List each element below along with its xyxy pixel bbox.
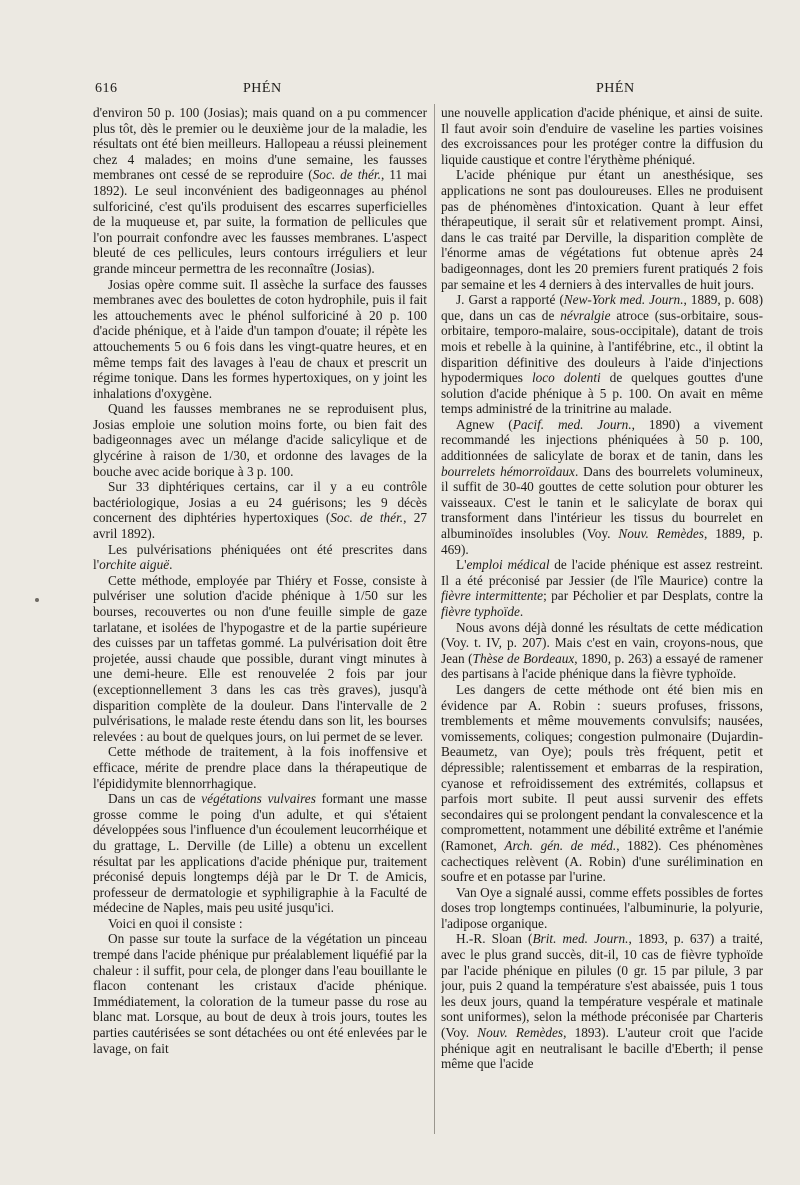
text-run: H.-R. Sloan ( (456, 931, 533, 947)
text-run: L'acide phénique pur étant un anesthésique, ses applications ne sont pas douloureuses. Elles ne produisent pas de phénomènes d'intoxication. Quant à leur effet thérapeutique, il serait sûr et relativement prompt. Ainsi, dans le cas traité par Derville, la disparition complète de l'énorme amas de végétations fut obtenue après 24 badigeonnages, dont les 20 premiers furent pratiqués 2 fois par semaine et les 4 derniers à des intervalles de huit jours. (441, 167, 763, 292)
paragraph (93, 931, 427, 1056)
text-run: Cette méthode de traitement, à la fois inoffensive et efficace, mérite de prendre place dans la thérapeutique de l'épididymite blennorrhagique. (93, 744, 427, 791)
text-run: , 1890) a vivement recommandé les injections phéniquées à 50 p. 100, additionnées de salicylate de borax et de tanin, dans les (441, 416, 763, 464)
text-run: de l'acide phénique est assez restreint. Il a été préconisé par Jessier (de l'île Maurice) contre la (441, 557, 763, 588)
paragraph (441, 105, 763, 167)
text-run: L' (456, 557, 467, 573)
right-column (441, 105, 763, 1145)
paragraph (93, 573, 427, 745)
text-run: , 1893). L'auteur croit que l'acide phénique agit en neutralisant le bacille d'Eberth; il pense même que l'acide (441, 1025, 763, 1072)
text-run: Quand les fausses membranes ne se reproduisent plus, Josias emploie une solution moins forte, ou bien fait des badigeonnages avec un mélange d'acide salicylique et de glycérine à raison de 1/30, et ordonne des lavages de la bouche avec acide borique à 3 p. 100. (93, 401, 427, 479)
italic-text: fièvre intermittente (441, 588, 544, 604)
paragraph (441, 885, 763, 932)
text-run: formant une masse grosse comme le poing d'un adulte, et qui s'étaient développées sous l'influence d'un écoulement leucorrhéique et du grattage, L. Derville (de Lille) a obtenu un excellent résultat par les applications d'acide phénique pur, traitement préconisé depuis longtemps déjà par le Dr T. de Amicis, professeur de dermatologie et syphiligraphie à la Faculté de médecine de Naples, mais peu usité jusqu'ici. (93, 791, 427, 916)
text-run: , 1882). Ces phénomènes cachectiques relèvent (A. Robin) d'une surélimination en soufre et en potasse par l'urine. (441, 837, 763, 885)
paragraph (93, 791, 427, 916)
text-run: Voici en quoi il consiste : (108, 915, 243, 931)
text-run: Dans un cas de (108, 791, 202, 807)
paragraph (93, 479, 427, 541)
page-number: 616 (95, 81, 118, 96)
text-run: Josias opère comme suit. Il assèche la surface des fausses membranes avec des boulettes de coton hydrophile, puis il fait les attouchements avec le phénol sulforiciné à 20 p. 100 d'acide phénique, et à l'aide d'un tampon d'ouate; il répète les attouchements 5 ou 6 fois dans les vingt-quatre heures, et en même temps fait des lavages à l'eau de chaux et prescrit un régime tonique. Dans les formes hypertoxiques, on y joint les inhalations d'oxygène. (93, 276, 427, 401)
text-run: , 1893, p. 637) a traité, avec le plus grand succès, dit-il, 10 cas de fièvre typhoïde par l'acide phénique en pilules (0 gr. 15 par pilule, 3 par jour, puis 2 quand la température s'est abaissée, puis 1 tous les deux jours, quand la température vespérale et matinale sont uniformes), selon la méthode préconisée par Charteris (Voy. (441, 931, 763, 1041)
italic-text: bourrelets hémorroïdaux (441, 463, 575, 479)
left-column (93, 105, 427, 1145)
text-run: Les dangers de cette méthode ont été bien mis en évidence par A. Robin : sueurs profuses, frissons, tremblements et même mouvements convulsifs; nausées, vomissements, coliques; congestion pulmonaire (Dujardin-Beaumetz, van Oye); pouls très fréquent, petit et dépressible; ralentissement et embarras de la respiration, cyanose et refroidissement des extrémités, collapsus et parfois mort subite. Il peut aussi survenir des effets secondaires qui se prolongent pendant la convalescence et la compromettent, notamment une débilité extrême et l'anémie (Ramonet, (441, 681, 763, 853)
text-run: Nous avons déjà donné les résultats de cette médication (Voy. t. IV, p. 207). Mais c'est en vain, croyons-nous, que Jean ( (441, 619, 763, 666)
italic-text: Brit. med. Journ. (532, 931, 629, 947)
paragraph (441, 167, 763, 292)
text-run: ; par Pécholier et par Desplats, contre la (543, 588, 763, 604)
italic-text: Soc. de thér. (312, 167, 381, 183)
text-run: , 27 avril 1892). (93, 510, 427, 542)
margin-dot (35, 598, 39, 602)
text-run: atroce (sus-orbitaire, sous-orbitaire, temporo-malaire, sous-occipitale), datant de trois mois et rebelle à la quinine, à l'antifébrine, etc., il obtint la disparition définitive des douleurs à l'aide d'injections hypodermiques (441, 307, 763, 386)
text-run: . Dans des bourrelets volumineux, il suffit de 30-40 gouttes de cette solution pour obturer les vaisseaux. C'est le tanin et le salicylate de borax qui transforment dans l'intérieur les tissus du bourrelet en albuminoïdes insolubles (Voy. (441, 463, 763, 542)
italic-text: New-York med. Journ. (563, 292, 684, 308)
text-run: On passe sur toute la surface de la végétation un pinceau trempé dans l'acide phénique pur préalablement liquéfié par la chaleur : il suffit, pour cela, de plonger dans l'eau bouillante le flacon contenant les cristaux d'acide phénique. Immédiatement, la coloration de la tumeur passe du rose au blanc mat. Lorsque, au bout de deux à trois jours, toutes les parties cautérisées se sont détachées ou ont été enlevées par le lavage, on fait (93, 931, 427, 1056)
paragraph (441, 557, 763, 619)
italic-text: Arch. gén. de méd. (504, 837, 617, 853)
text-run: , 11 mai 1892). Le seul inconvénient des badigeonnages au phénol sulforiciné, c'est qu'ils produisent des escarres superficielles de la muqueuse et, par suite, la formation de pellicules que l'on pourrait confondre avec les fausses membranes. L'aspect bleuté de ces pellicules, leurs contours irréguliers et leur grande minceur permettra de les reconnaître (Josias). (93, 167, 427, 276)
italic-text: Nouv. Remèdes (618, 526, 704, 542)
text-run: , 1889, p. 608) que, dans un cas de (441, 292, 763, 323)
italic-text: orchite aiguë (99, 557, 170, 573)
text-run: de quelques gouttes d'une solution d'acide phénique à 5 p. 100. On avait en même temps administré de la trinitrine au malade. (441, 370, 763, 417)
paragraph (93, 916, 427, 932)
text-run: . (169, 557, 173, 573)
text-run: une nouvelle application d'acide phénique, et ainsi de suite. Il faut avoir soin d'enduire de vaseline les parties voisines des excroissances pour les protéger contre la diffusion du liquide caustique et contre l'érythème phéniqué. (441, 105, 763, 167)
running-header (0, 81, 800, 103)
paragraph (441, 682, 763, 885)
paragraph (93, 542, 427, 573)
italic-text: emploi médical (466, 557, 550, 573)
italic-text: végétations vulvaires (201, 791, 316, 807)
text-run: Cette méthode, employée par Thiéry et Fosse, consiste à pulvériser une solution d'acide phénique à 1/50 sur les bourses, recouvertes ou non d'une feuille simple de gaze tarlatane, et isolées de l'hypogastre et de la partie supérieure des cuisses par un taffetas gommé. La pulvérisation doit être projetée, aussi chaude que possible, durant vingt minutes à une demi-heure. Elle est renouvelée 2 fois par jour (exceptionnellement 3 dans les cas très graves), jusqu'à disparition complète de la douleur. Dans l'intervalle de 2 pulvérisations, le malade reste étendu dans son lit, les bourses relevées : au bout de quelques jours, on lui permet de se lever. (93, 572, 427, 744)
paragraph (441, 417, 763, 557)
italic-text: Nouv. Remèdes (477, 1025, 564, 1041)
text-run: . (519, 604, 524, 619)
italic-text: Thèse de Bordeaux (472, 650, 575, 666)
italic-text: Soc. de thér. (330, 510, 404, 526)
paragraph (93, 277, 427, 402)
text-run: J. Garst a rapporté ( (456, 292, 564, 308)
paragraph (93, 401, 427, 479)
text-run: Van Oye a signalé aussi, comme effets possibles de fortes doses trop longtemps continuées, l'albuminurie, la polyurie, l'adipose organique. (441, 884, 763, 931)
paragraph (93, 105, 427, 277)
italic-text: loco dolenti (531, 370, 601, 386)
text-run: d'environ 50 p. 100 (Josias); mais quand on a pu commencer plus tôt, dès le premier ou le deuxième jour de la maladie, les résultats ont été bien meilleurs. Hallopeau a réussi pleinement chez 4 malades; en moins d'une semaine, les fausses membranes ont cessé de se reproduire ( (93, 105, 427, 183)
italic-text: Pacif. med. Journ. (512, 416, 632, 432)
text-run: Les pulvérisations phéniquées ont été prescrites dans l' (93, 541, 427, 573)
paragraph (441, 292, 763, 417)
paragraph (93, 744, 427, 791)
italic-text: névralgie (560, 307, 611, 323)
left-running-title: PHÉN (243, 81, 282, 96)
text-run: , 1890, p. 263) a essayé de ramener des partisans à l'acide phénique dans la fièvre typhoïde. (441, 650, 763, 682)
text-run: Sur 33 diphtériques certains, car il y a eu contrôle bactériologique, Josias a eu 24 guérisons; les 9 décès concernent des diphtéries hypertoxiques ( (93, 479, 427, 526)
column-divider (434, 104, 435, 1134)
paragraph (441, 620, 763, 682)
paragraph (441, 931, 763, 1071)
text-run: Agnew ( (456, 416, 513, 432)
italic-text: fièvre typhoïde (441, 604, 520, 619)
right-running-title: PHÉN (596, 81, 635, 96)
text-run: , 1889, p. 469). (441, 526, 763, 557)
